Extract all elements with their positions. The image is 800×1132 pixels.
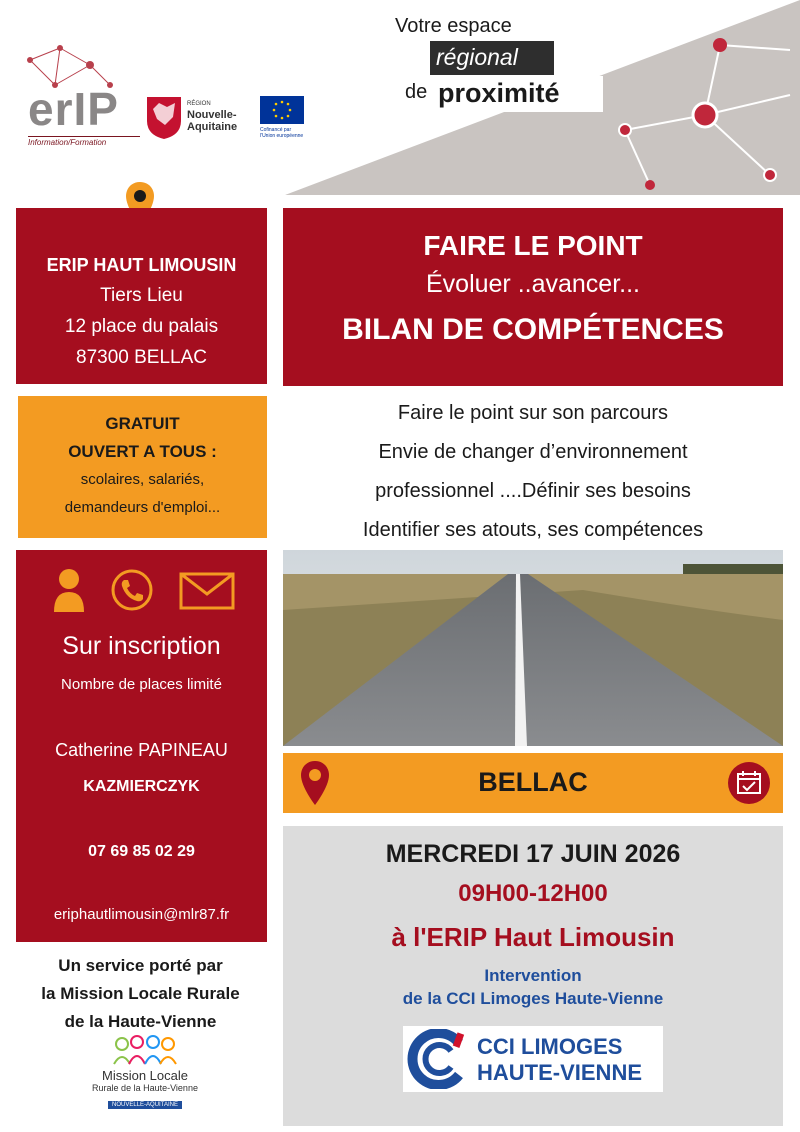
erip-logo xyxy=(20,40,140,150)
title-main: FAIRE LE POINT xyxy=(423,230,643,261)
address-line1: Tiers Lieu xyxy=(100,285,183,306)
address-box xyxy=(16,208,267,384)
cci-name-line2: HAUTE-VIENNE xyxy=(477,1060,643,1085)
region-nouvelle-aquitaine-logo xyxy=(145,95,250,145)
service-line1: Un service porté par xyxy=(58,956,223,975)
registration-title: Sur inscription xyxy=(62,632,221,660)
erip-logo-text: erIP xyxy=(28,83,119,135)
title-box xyxy=(283,208,783,386)
cci-symbol-icon xyxy=(407,1029,469,1089)
description-line2: Envie de changer d’environnement xyxy=(378,441,688,463)
description-line1: Faire le point sur son parcours xyxy=(397,402,669,424)
event-time: 09H00-12H00 xyxy=(458,880,608,907)
location-bar xyxy=(283,753,783,813)
free-access-box xyxy=(18,396,267,538)
tagline-line3: proximité xyxy=(438,78,560,108)
region-name-2: Aquitaine xyxy=(187,121,238,133)
contact-person-name: Catherine PAPINEAU xyxy=(55,740,228,760)
mail-icon xyxy=(179,572,235,610)
places-limited-label: Nombre de places limité xyxy=(61,676,222,693)
eu-caption-1: Cofinancé par xyxy=(260,127,292,133)
description-line4: Identifier ses atouts, ses compétences xyxy=(362,519,704,541)
title-sub: Évoluer ..avancer... xyxy=(425,270,640,298)
open-label: OUVERT A TOUS : xyxy=(68,442,217,461)
people-group-icon xyxy=(110,1034,180,1066)
intervention-line1: Intervention xyxy=(484,966,582,985)
mission-locale-logo xyxy=(80,1034,210,1124)
region-name-1: Nouvelle- xyxy=(187,109,237,121)
eu-caption-2: l'Union européenne xyxy=(260,133,304,139)
tagline-line1: Votre espace xyxy=(395,15,512,37)
tagline-line3-prefix: de xyxy=(405,81,428,103)
contact-person-surname: KAZMIERCZYK xyxy=(83,778,200,795)
intervention-line2: de la CCI Limoges Haute-Vienne xyxy=(402,989,664,1008)
mission-locale-sub: Rurale de la Haute-Vienne xyxy=(92,1083,198,1093)
person-icon xyxy=(52,568,86,612)
free-label: GRATUIT xyxy=(105,414,180,433)
region-small-label: RÉGION xyxy=(187,101,211,107)
service-line2: la Mission Locale Rurale xyxy=(41,984,240,1003)
audience-line2: demandeurs d'emploi... xyxy=(64,499,221,516)
erip-logo-subtitle: Information/Formation xyxy=(28,136,140,147)
audience-line1: scolaires, salariés, xyxy=(80,471,205,488)
address-line3: 87300 BELLAC xyxy=(76,347,207,368)
event-place: à l'ERIP Haut Limousin xyxy=(391,922,675,952)
mission-locale-region: NOUVELLE-AQUITAINE xyxy=(108,1101,182,1109)
region-shield-icon xyxy=(145,95,183,139)
contact-box xyxy=(16,550,267,942)
address-name: ERIP HAUT LIMOUSIN xyxy=(46,255,237,275)
service-line3: de la Haute-Vienne xyxy=(64,1012,217,1031)
header xyxy=(0,0,800,200)
calendar-check-icon xyxy=(727,761,771,805)
tagline-line2: régional xyxy=(436,44,518,70)
description xyxy=(283,394,783,550)
road-photo xyxy=(283,550,783,746)
contact-email[interactable]: eriphautlimousin@mlr87.fr xyxy=(53,906,230,923)
cci-logo xyxy=(403,1026,663,1092)
contact-phone[interactable]: 07 69 85 02 29 xyxy=(88,843,195,860)
mission-locale-name: Mission Locale xyxy=(102,1068,188,1083)
phone-icon xyxy=(110,568,154,612)
network-decoration-icon xyxy=(600,20,800,195)
description-line3: professionnel ....Définir ses besoins xyxy=(375,480,691,502)
event-date: MERCREDI 17 JUIN 2026 xyxy=(385,840,681,868)
event-box xyxy=(283,826,783,1126)
title-bilan: BILAN DE COMPÉTENCES xyxy=(342,313,724,346)
address-line2: 12 place du palais xyxy=(64,316,219,337)
eu-logo xyxy=(260,96,320,146)
location-city: BELLAC xyxy=(478,767,588,797)
service-text xyxy=(8,952,273,1036)
eu-flag-icon xyxy=(260,96,304,124)
cci-name-line1: CCI LIMOGES xyxy=(477,1034,623,1059)
